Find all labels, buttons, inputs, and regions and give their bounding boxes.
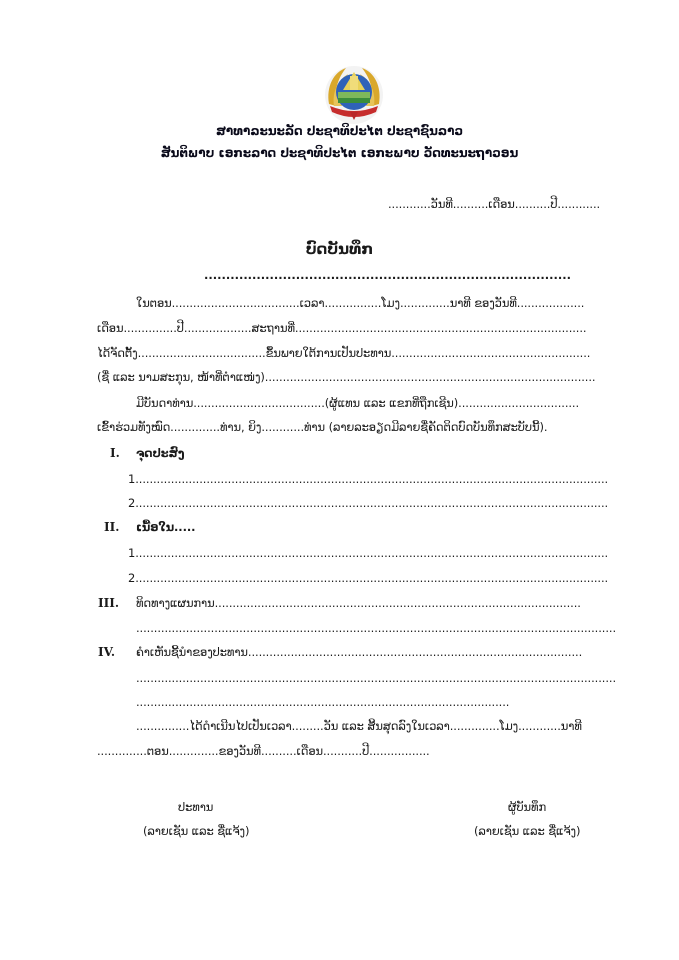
closing-line-1: ...............ໄດ້ດໍາເນີນໄປເປັນເວລາ.........ວັນ ແລະ ສິ້ນສຸດລົງໃນເວລາ..............ໂມງ............ນາທີ <box>136 719 582 733</box>
body-line-4: (ຊື່ ແລະ ນາມສະກຸນ, ໜ້າທີ່ຕໍາແໜ່ງ)............................................................................................. <box>97 370 596 384</box>
signature-left-title: ປະທານ <box>178 800 214 814</box>
national-motto: ສັນຕິພາບ ເອກະລາດ ປະຊາທິປະໄຕ ເອກະພາບ ວັດທະນະຖາວອນ <box>160 146 519 160</box>
section-1-item-1: 1..................................................................................................................................... <box>128 472 609 486</box>
section-4-title: ຄໍາເຫັນຊີ້ນໍາຂອງປະທານ.............................................................................................. <box>136 645 583 659</box>
section-2-number: II. <box>104 520 120 534</box>
section-2-item-1: 1..................................................................................................................................... <box>128 546 609 560</box>
title-dots: .................................................................................... <box>204 268 571 282</box>
section-3-number: III. <box>98 596 120 610</box>
body-line-3: ໄດ້ຈັດຕັ້ງ....................................ຂຶ້ນພາຍໃຕ້ການເປັນປະທານ........................................................ <box>97 346 591 360</box>
section-4-continuation-1: ....................................................................................................................................... <box>136 671 616 685</box>
body-line-1: ໃນຕອນ....................................ເວລາ................ໂມງ..............ນາທີ ຂອງວັນທີ................... <box>136 296 585 310</box>
signature-right-title: ຜູ້ບັນທຶກ <box>508 800 547 814</box>
section-4-number: IV. <box>98 645 116 659</box>
section-1-item-2: 2..................................................................................................................................... <box>128 496 609 510</box>
signature-right-note: (ລາຍເຊັນ ແລະ ຊື່ແຈ້ງ) <box>474 824 581 838</box>
section-1-title: ຈຸດປະສົງ <box>136 446 185 460</box>
page-title: ບົດບັນທຶກ <box>305 240 374 258</box>
section-4-continuation-2: ......................................................................................................... <box>136 695 510 709</box>
section-3-title: ທິດທາງແຜນການ....................................................................................................... <box>136 596 581 610</box>
section-2-title: ເນື້ອໃນ..... <box>136 520 196 534</box>
body-line-6: ເຂົ້າຮ່ວມທັງໝົດ..............ທ່ານ, ຍິງ............ທ່ານ (ລາຍລະອຽດມີລາຍຊື່ຄັດຕິດບົດບັນທຶກສະບັບນີ້). <box>97 420 548 434</box>
section-2-item-2: 2..................................................................................................................................... <box>128 571 609 585</box>
date-line: ............ວັນທີ..........ເດືອນ..........ປີ............ <box>388 197 601 211</box>
section-1-number: I. <box>110 446 120 460</box>
closing-line-2: ..............ຕອນ..............ຂອງວັນທີ..........ເດືອນ...........ປີ................. <box>97 744 430 758</box>
body-line-2: ເດືອນ...............ປີ...................ສະຖານທີ່.................................................................................. <box>97 321 587 335</box>
country-name: ສາທາລະນະລັດ ປະຊາທິປະໄຕ ປະຊາຊົນລາວ <box>215 124 464 138</box>
national-emblem-icon <box>322 62 386 126</box>
section-3-continuation: ....................................................................................................................................... <box>136 621 616 635</box>
signature-left-note: (ລາຍເຊັນ ແລະ ຊື່ແຈ້ງ) <box>143 824 250 838</box>
body-line-5: ມີບັນດາທ່ານ.....................................(ຜູ້ແທນ ແລະ ແຂກທີ່ຖືກເຊີນ).................................. <box>136 396 580 410</box>
